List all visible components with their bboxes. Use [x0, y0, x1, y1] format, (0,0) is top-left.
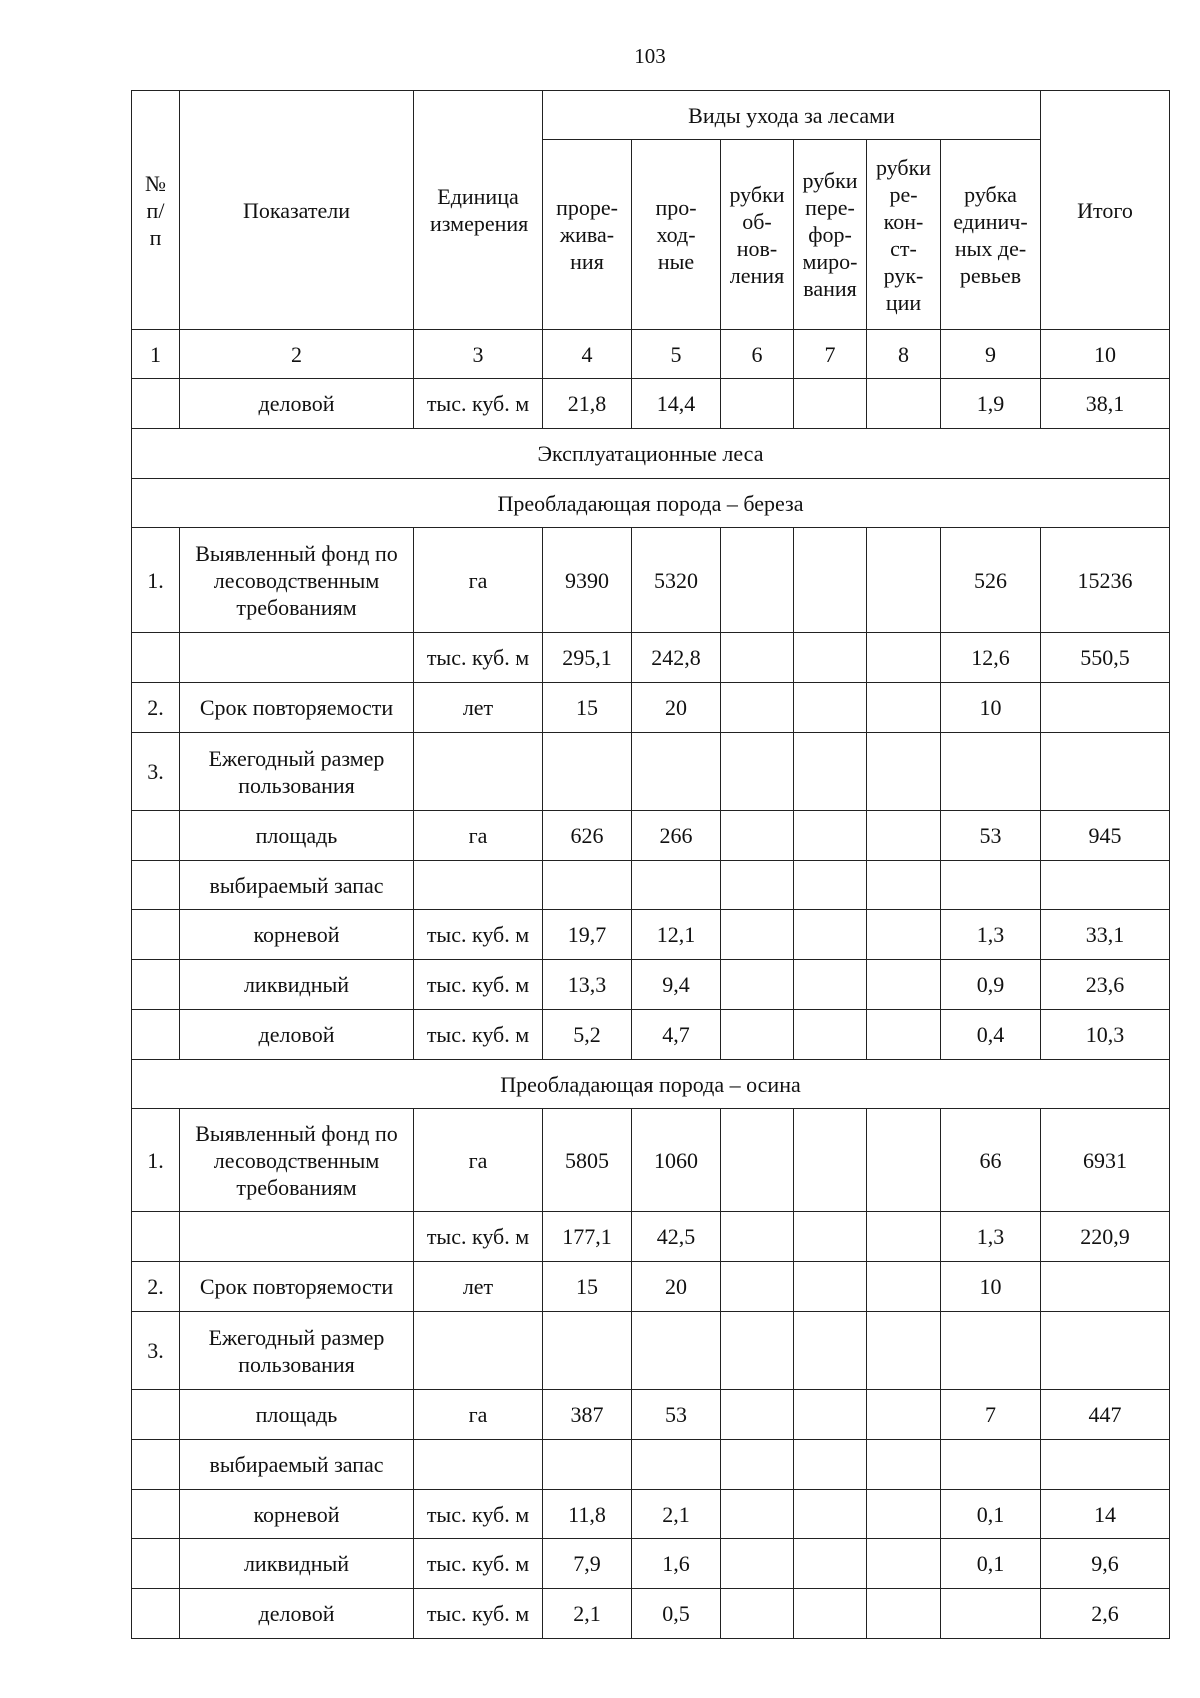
- table-cell: 66: [941, 1109, 1041, 1212]
- table-cell: тыс. куб. м: [414, 1539, 543, 1589]
- table-cell: 3.: [132, 733, 180, 811]
- table-cell: 12,6: [941, 633, 1041, 683]
- section-title: Преобладающая порода – береза: [132, 479, 1170, 528]
- table-cell: 220,9: [1041, 1212, 1170, 1262]
- table-cell: [132, 960, 180, 1010]
- table-row: [132, 1212, 1170, 1262]
- table-cell: [1041, 861, 1170, 910]
- column-numbers-row: [132, 330, 1170, 379]
- table-cell: 295,1: [543, 633, 632, 683]
- table-cell: [721, 1390, 794, 1440]
- table-cell: [867, 1539, 941, 1589]
- table-cell: 526: [941, 528, 1041, 633]
- table-row: [132, 683, 1170, 733]
- table-cell: [1041, 1262, 1170, 1312]
- table-row: [132, 1109, 1170, 1212]
- table-cell: тыс. куб. м: [414, 633, 543, 683]
- column-number: 7: [794, 330, 867, 379]
- table-cell: [632, 1312, 721, 1390]
- table-cell: 5805: [543, 1109, 632, 1212]
- table-cell: Ежегодный размер пользования: [180, 733, 414, 811]
- table-cell: тыс. куб. м: [414, 1589, 543, 1639]
- table-cell: 0,1: [941, 1539, 1041, 1589]
- table-row: [132, 1490, 1170, 1539]
- table-cell: [794, 1539, 867, 1589]
- table-cell: [721, 1010, 794, 1060]
- table-cell: [867, 1490, 941, 1539]
- table-cell: [414, 861, 543, 910]
- table-cell: [1041, 683, 1170, 733]
- table-row: [132, 1539, 1170, 1589]
- table-cell: 42,5: [632, 1212, 721, 1262]
- table-cell: [132, 1440, 180, 1490]
- table-row: [132, 1390, 1170, 1440]
- table-cell: [132, 1589, 180, 1639]
- table-cell: 53: [632, 1390, 721, 1440]
- table-cell: [721, 1490, 794, 1539]
- table-cell: [794, 960, 867, 1010]
- section-title: Преобладающая порода – осина: [132, 1060, 1170, 1109]
- table-cell: [1041, 1312, 1170, 1390]
- table-cell: [867, 910, 941, 960]
- table-cell: [132, 811, 180, 861]
- table-cell: [867, 733, 941, 811]
- table-cell: [721, 960, 794, 1010]
- table-cell: [721, 1262, 794, 1312]
- table-cell: 38,1: [1041, 379, 1170, 429]
- table-cell: [721, 733, 794, 811]
- table-cell: [543, 1440, 632, 1490]
- column-number: 4: [543, 330, 632, 379]
- table-cell: Срок повторяемости: [180, 1262, 414, 1312]
- table-cell: [867, 1109, 941, 1212]
- table-cell: [794, 633, 867, 683]
- table-cell: [721, 861, 794, 910]
- table-cell: 0,5: [632, 1589, 721, 1639]
- table-cell: 1060: [632, 1109, 721, 1212]
- table-cell: [794, 1262, 867, 1312]
- table-cell: 1.: [132, 1109, 180, 1212]
- table-cell: [543, 861, 632, 910]
- table-cell: 10: [941, 683, 1041, 733]
- table-cell: [794, 379, 867, 429]
- table-cell: Выявленный фонд по лесоводственным требованиям: [180, 528, 414, 633]
- table-row: [132, 1312, 1170, 1390]
- table-cell: тыс. куб. м: [414, 960, 543, 1010]
- table-cell: 5,2: [543, 1010, 632, 1060]
- table-cell: га: [414, 1390, 543, 1440]
- table-cell: [867, 1010, 941, 1060]
- column-number: 2: [180, 330, 414, 379]
- table-cell: тыс. куб. м: [414, 1490, 543, 1539]
- table-cell: корневой: [180, 1490, 414, 1539]
- table-cell: [794, 811, 867, 861]
- section-title: Эксплуатационные леса: [132, 429, 1170, 479]
- section-header-row: [132, 479, 1170, 528]
- table-row: [132, 1589, 1170, 1639]
- table-row: [132, 1440, 1170, 1490]
- table-cell: 0,9: [941, 960, 1041, 1010]
- table-cell: 23,6: [1041, 960, 1170, 1010]
- table-cell: [414, 733, 543, 811]
- table-cell: [132, 910, 180, 960]
- table-cell: [132, 861, 180, 910]
- table-cell: тыс. куб. м: [414, 910, 543, 960]
- table-cell: [794, 1490, 867, 1539]
- section-header-row: [132, 1060, 1170, 1109]
- table-cell: 10,3: [1041, 1010, 1170, 1060]
- table-row: [132, 633, 1170, 683]
- table-cell: [132, 1010, 180, 1060]
- table-cell: [721, 633, 794, 683]
- table-cell: 11,8: [543, 1490, 632, 1539]
- column-number: 8: [867, 330, 941, 379]
- column-number: 10: [1041, 330, 1170, 379]
- table-cell: 21,8: [543, 379, 632, 429]
- section-header-row: [132, 429, 1170, 479]
- table-cell: [867, 528, 941, 633]
- table-row: [132, 861, 1170, 910]
- table-cell: деловой: [180, 379, 414, 429]
- table-cell: [867, 683, 941, 733]
- table-cell: 2,1: [543, 1589, 632, 1639]
- table-cell: [867, 1212, 941, 1262]
- table-cell: 10: [941, 1262, 1041, 1312]
- table-cell: [721, 1589, 794, 1639]
- table-cell: [794, 1390, 867, 1440]
- table-cell: 2.: [132, 1262, 180, 1312]
- table-cell: [721, 811, 794, 861]
- table-cell: 626: [543, 811, 632, 861]
- table-cell: тыс. куб. м: [414, 379, 543, 429]
- table-cell: 0,4: [941, 1010, 1041, 1060]
- table-cell: [941, 1589, 1041, 1639]
- table-cell: выбираемый запас: [180, 861, 414, 910]
- table-cell: [867, 960, 941, 1010]
- table-cell: [721, 1212, 794, 1262]
- table-cell: [867, 811, 941, 861]
- table-cell: [1041, 1440, 1170, 1490]
- column-number: 1: [132, 330, 180, 379]
- table-cell: 15: [543, 1262, 632, 1312]
- table-cell: 15236: [1041, 528, 1170, 633]
- table-cell: лет: [414, 1262, 543, 1312]
- table-cell: корневой: [180, 910, 414, 960]
- header-indicators: Показатели: [180, 91, 414, 330]
- table-row: [132, 528, 1170, 633]
- table-cell: [794, 528, 867, 633]
- table-row: [132, 1010, 1170, 1060]
- table-cell: 7: [941, 1390, 1041, 1440]
- table-cell: 9,4: [632, 960, 721, 1010]
- table-cell: [867, 1440, 941, 1490]
- table-cell: [1041, 733, 1170, 811]
- table-cell: [632, 861, 721, 910]
- header-thinning: проре- жива- ния: [543, 140, 632, 330]
- table-cell: выбираемый запас: [180, 1440, 414, 1490]
- table-cell: 945: [1041, 811, 1170, 861]
- table-cell: 9390: [543, 528, 632, 633]
- table-cell: [941, 733, 1041, 811]
- table-cell: [867, 379, 941, 429]
- table-cell: [867, 1589, 941, 1639]
- table-cell: 4,7: [632, 1010, 721, 1060]
- table-cell: деловой: [180, 1010, 414, 1060]
- table-row: [132, 960, 1170, 1010]
- table-cell: [941, 861, 1041, 910]
- header-reconstruction: рубки ре- кон- ст- рук- ции: [867, 140, 941, 330]
- table-row: [132, 379, 1170, 429]
- table-cell: га: [414, 811, 543, 861]
- table-cell: [721, 1539, 794, 1589]
- table-cell: [132, 1390, 180, 1440]
- table-cell: деловой: [180, 1589, 414, 1639]
- header-renewal: рубки об- нов- ления: [721, 140, 794, 330]
- table-cell: 3.: [132, 1312, 180, 1390]
- table-cell: 53: [941, 811, 1041, 861]
- table-cell: 19,7: [543, 910, 632, 960]
- table-cell: [794, 1312, 867, 1390]
- header-reformation: рубки пере- фор- миро- вания: [794, 140, 867, 330]
- table-cell: тыс. куб. м: [414, 1010, 543, 1060]
- table-cell: 550,5: [1041, 633, 1170, 683]
- table-cell: [132, 1490, 180, 1539]
- table-cell: [794, 733, 867, 811]
- table-cell: 15: [543, 683, 632, 733]
- table-cell: [867, 1390, 941, 1440]
- table-cell: [794, 1010, 867, 1060]
- table-cell: Ежегодный размер пользования: [180, 1312, 414, 1390]
- table-cell: [132, 1539, 180, 1589]
- table-cell: площадь: [180, 811, 414, 861]
- table-row: [132, 910, 1170, 960]
- table-cell: [414, 1440, 543, 1490]
- table-cell: 5320: [632, 528, 721, 633]
- table-cell: [721, 1312, 794, 1390]
- table-cell: [543, 1312, 632, 1390]
- table-cell: [794, 683, 867, 733]
- table-cell: [132, 1212, 180, 1262]
- table-row: [132, 1262, 1170, 1312]
- table-cell: [721, 1109, 794, 1212]
- table-cell: [867, 633, 941, 683]
- table-cell: [794, 861, 867, 910]
- table-cell: [132, 379, 180, 429]
- table-cell: 0,1: [941, 1490, 1041, 1539]
- table-cell: 177,1: [543, 1212, 632, 1262]
- table-cell: 2,6: [1041, 1589, 1170, 1639]
- table-cell: 1.: [132, 528, 180, 633]
- forest-care-table: [131, 90, 1170, 1639]
- table-cell: лет: [414, 683, 543, 733]
- table-cell: [941, 1312, 1041, 1390]
- column-number: 3: [414, 330, 543, 379]
- table-cell: [132, 633, 180, 683]
- table-cell: [632, 1440, 721, 1490]
- table-cell: 1,6: [632, 1539, 721, 1589]
- header-single-trees: рубка единич- ных де- ревьев: [941, 140, 1041, 330]
- table-cell: 1,3: [941, 910, 1041, 960]
- column-number: 5: [632, 330, 721, 379]
- table-cell: 1,9: [941, 379, 1041, 429]
- table-cell: 14: [1041, 1490, 1170, 1539]
- header-passage: про- ход- ные: [632, 140, 721, 330]
- table-cell: [721, 1440, 794, 1490]
- table-cell: [414, 1312, 543, 1390]
- table-cell: 7,9: [543, 1539, 632, 1589]
- table-cell: 9,6: [1041, 1539, 1170, 1589]
- table-cell: площадь: [180, 1390, 414, 1440]
- table-cell: [721, 910, 794, 960]
- table-cell: [794, 1589, 867, 1639]
- table-cell: 242,8: [632, 633, 721, 683]
- table-cell: [721, 528, 794, 633]
- table-cell: [941, 1440, 1041, 1490]
- column-number: 9: [941, 330, 1041, 379]
- header-care-types: Виды ухода за лесами: [543, 91, 1041, 140]
- header-total: Итого: [1041, 91, 1170, 330]
- table-cell: [180, 633, 414, 683]
- table-cell: [543, 733, 632, 811]
- table-cell: [867, 861, 941, 910]
- table-cell: [867, 1262, 941, 1312]
- table-cell: [867, 1312, 941, 1390]
- table-cell: 2.: [132, 683, 180, 733]
- table-cell: [721, 379, 794, 429]
- header-unit: Единица измерения: [414, 91, 543, 330]
- table-cell: ликвидный: [180, 1539, 414, 1589]
- table-cell: [794, 910, 867, 960]
- table-cell: ликвидный: [180, 960, 414, 1010]
- table-cell: [794, 1440, 867, 1490]
- table-cell: [794, 1212, 867, 1262]
- table-cell: [794, 1109, 867, 1212]
- table-cell: 20: [632, 683, 721, 733]
- table-row: [132, 733, 1170, 811]
- table-cell: га: [414, 528, 543, 633]
- table-cell: 14,4: [632, 379, 721, 429]
- table-cell: 20: [632, 1262, 721, 1312]
- table-cell: 6931: [1041, 1109, 1170, 1212]
- page-number: 103: [634, 44, 666, 68]
- table-cell: 266: [632, 811, 721, 861]
- table-cell: [721, 683, 794, 733]
- table-cell: [180, 1212, 414, 1262]
- table-cell: га: [414, 1109, 543, 1212]
- table-cell: [632, 733, 721, 811]
- table-cell: Выявленный фонд по лесоводственным требованиям: [180, 1109, 414, 1212]
- table-cell: 447: [1041, 1390, 1170, 1440]
- table-cell: 1,3: [941, 1212, 1041, 1262]
- table-cell: 33,1: [1041, 910, 1170, 960]
- column-number: 6: [721, 330, 794, 379]
- table-cell: 387: [543, 1390, 632, 1440]
- table-cell: 2,1: [632, 1490, 721, 1539]
- table-cell: 12,1: [632, 910, 721, 960]
- table-cell: Срок повторяемости: [180, 683, 414, 733]
- table-cell: тыс. куб. м: [414, 1212, 543, 1262]
- table-row: [132, 811, 1170, 861]
- header-num: № п/п: [132, 91, 180, 330]
- table-cell: 13,3: [543, 960, 632, 1010]
